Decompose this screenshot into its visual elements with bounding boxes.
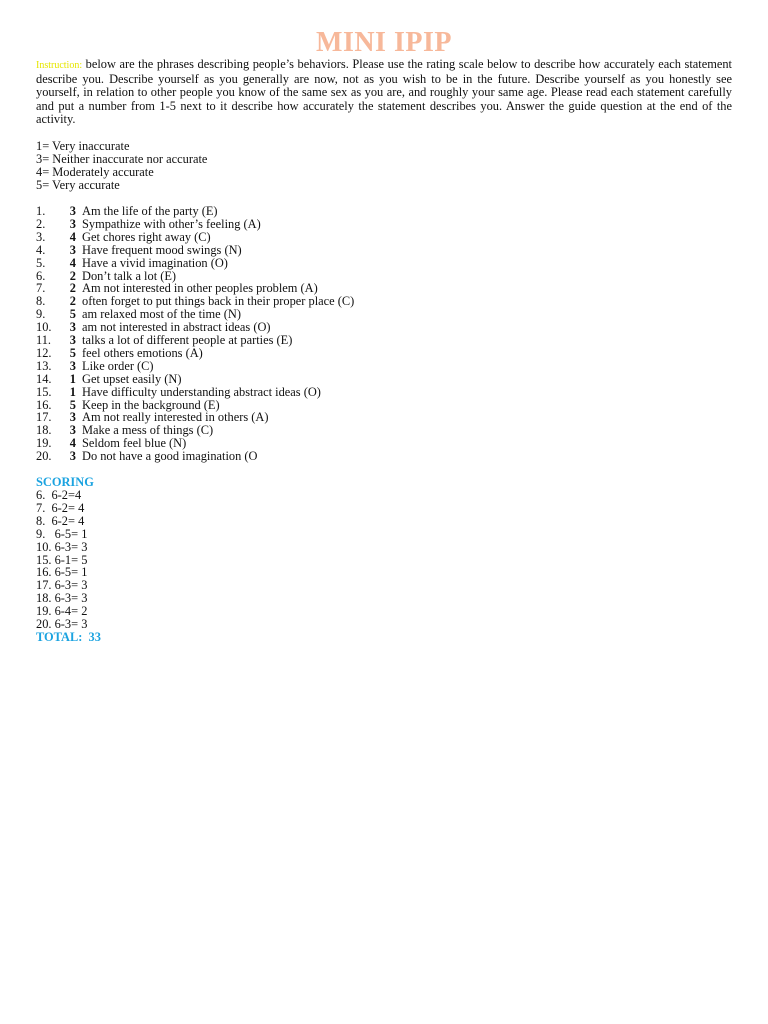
scoring-heading: SCORING: [36, 475, 94, 490]
scoring-row: 10. 6-3= 3: [36, 539, 88, 554]
statement-item: [36, 450, 732, 463]
statement-item: [36, 334, 732, 347]
statement-number: 4.: [36, 242, 46, 257]
scoring-row: 9. 6-5= 1: [36, 526, 88, 541]
statement-score: 5: [69, 345, 76, 360]
scoring-row: 8. 6-2= 4: [36, 513, 85, 528]
statement-text: am relaxed most of the time (N): [82, 307, 241, 322]
statement-number: 9.: [36, 307, 46, 322]
statement-item: [36, 257, 732, 270]
statement-score: 5: [69, 397, 76, 412]
scoring-row: 17. 6-3= 3: [36, 578, 88, 593]
statement-score: 3: [69, 333, 76, 348]
statement-number: 12.: [36, 345, 52, 360]
statement-item: [36, 386, 732, 399]
statement-score: 3: [69, 423, 76, 438]
statement-score: 3: [69, 203, 76, 218]
scoring-total: TOTAL: 33: [36, 629, 101, 644]
rating-scale: [36, 140, 732, 192]
statement-score: 2: [69, 281, 76, 296]
scoring-row: 18. 6-3= 3: [36, 591, 88, 606]
rating-scale-entry: 4= Moderately accurate: [36, 164, 154, 179]
statement-text: Do not have a good imagination (O: [82, 449, 258, 464]
statement-item: [36, 360, 732, 373]
scoring-row: 16. 6-5= 1: [36, 565, 88, 580]
statement-number: 11.: [36, 333, 52, 348]
scoring-row: 15. 6-1= 5: [36, 552, 88, 567]
page-title: MINI IPIP: [316, 27, 452, 58]
statement-item: [36, 244, 732, 257]
scoring-row: 19. 6-4= 2: [36, 604, 88, 619]
scoring-row: 6. 6-2=4: [36, 488, 82, 502]
statement-score: 3: [69, 358, 76, 373]
statement-list: [36, 205, 732, 463]
statement-text: Like order (C): [82, 358, 154, 373]
statement-text: Seldom feel blue (N): [82, 436, 187, 451]
statement-item: [36, 231, 732, 244]
statement-text: am not interested in abstract ideas (O): [82, 320, 271, 335]
statement-item: [36, 205, 732, 218]
statement-text: Make a mess of things (C): [82, 423, 214, 438]
statement-text: Keep in the background (E): [82, 397, 220, 412]
statement-score: 3: [69, 216, 76, 231]
statement-score: 3: [69, 449, 76, 464]
statement-number: 15.: [36, 384, 52, 399]
statement-score: 4: [69, 255, 76, 270]
statement-text: Don’t talk a lot (E): [82, 268, 177, 283]
statement-number: 10.: [36, 320, 52, 335]
rating-scale-entry: 1= Very inaccurate: [36, 138, 130, 153]
instructions-label: Instruction:: [36, 60, 83, 71]
statement-score: 2: [69, 268, 76, 283]
statement-score: 1: [69, 384, 76, 399]
statement-number: 17.: [36, 410, 52, 425]
statement-number: 1.: [36, 203, 46, 218]
statement-text: Am not really interested in others (A): [82, 410, 269, 425]
statement-text: Have difficulty understanding abstract ideas (O): [82, 384, 321, 399]
statement-text: Have a vivid imagination (O): [82, 255, 228, 270]
statement-number: 3.: [36, 229, 46, 244]
statement-number: 6.: [36, 268, 46, 283]
scoring-row: 20. 6-3= 3: [36, 617, 88, 632]
statement-text: Am the life of the party (E): [82, 203, 218, 218]
statement-number: 19.: [36, 436, 52, 451]
statement-number: 7.: [36, 281, 46, 296]
rating-scale-entry: 3= Neither inaccurate nor accurate: [36, 151, 208, 166]
scoring-row: 7. 6-2= 4: [36, 500, 85, 515]
statement-number: 5.: [36, 255, 46, 270]
statement-text: Have frequent mood swings (N): [82, 242, 242, 257]
statement-number: 13.: [36, 358, 52, 373]
statement-number: 20.: [36, 449, 52, 464]
instructions-paragraph: [36, 58, 732, 127]
statement-item: [36, 218, 732, 231]
statement-text: often forget to put things back in their proper place (C): [82, 294, 355, 309]
statement-score: 5: [69, 307, 76, 322]
statement-number: 8.: [36, 294, 46, 309]
scoring-section: [36, 476, 732, 644]
statement-text: Am not interested in other peoples problem (A): [82, 281, 318, 296]
statement-text: feel others emotions (A): [82, 345, 203, 360]
statement-item: [36, 347, 732, 360]
statement-score: 2: [69, 294, 76, 309]
statement-text: Get chores right away (C): [82, 229, 211, 244]
statement-text: Sympathize with other’s feeling (A): [82, 216, 261, 231]
statement-score: 1: [69, 371, 76, 386]
statement-score: 3: [69, 320, 76, 335]
statement-score: 4: [69, 436, 76, 451]
statement-score: 3: [69, 242, 76, 257]
statement-text: talks a lot of different people at parties (E): [82, 333, 293, 348]
statement-score: 4: [69, 229, 76, 244]
statement-number: 16.: [36, 397, 52, 412]
rating-scale-entry: 5= Very accurate: [36, 177, 120, 192]
instructions-text: below are the phrases describing people’s behaviors. Please use the rating scale below to describe how accurately each statement describe you. Describe yourself as you generally are now, not as you wish to be in the future. Describe yourself as you honestly see yourself, in relation to other people you know of the same sex as you are, and roughly your same age. Please read each statement carefully and put a number from 1-5 next to it describe how accurately the statement describes you. Answer the guide question at the end of the activity.: [36, 57, 732, 127]
statement-number: 2.: [36, 216, 46, 231]
statement-text: Get upset easily (N): [82, 371, 182, 386]
statement-number: 18.: [36, 423, 52, 438]
statement-score: 3: [69, 410, 76, 425]
statement-number: 14.: [36, 371, 52, 386]
statement-item: [36, 373, 732, 386]
